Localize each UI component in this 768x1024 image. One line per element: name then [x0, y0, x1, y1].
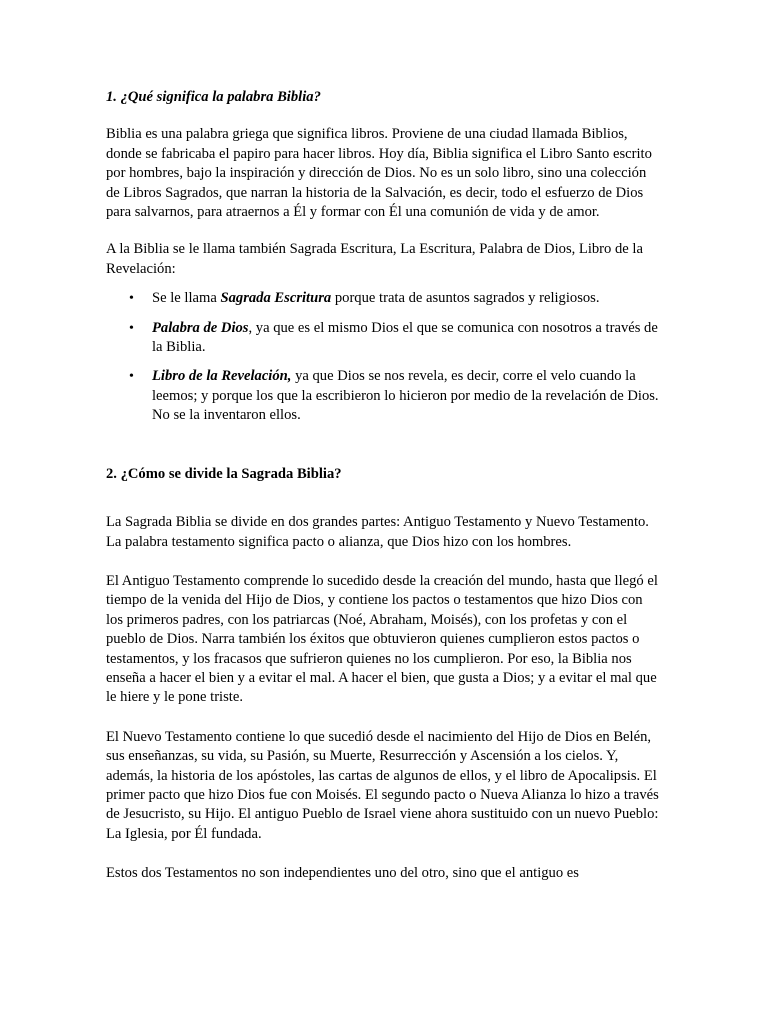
section2-heading: 2. ¿Cómo se divide la Sagrada Biblia?: [106, 465, 342, 482]
list-item-text: ya que Dios se nos revela, es decir, corre el velo cuando la leemos; y porque los que la escribieron lo hicieron por medio de la revelación de Dios. No se la inventaron ellos.: [152, 368, 659, 424]
list-item-text: Se le llama: [152, 290, 221, 307]
list-item: [129, 367, 662, 425]
section2-paragraph-3: El Nuevo Testamento contiene lo que sucedió desde el nacimiento del Hijo de Dios en Belén, sus enseñanzas, su vida, su Pasión, su Muerte, Resurrección y Ascensión a los cielos. Y, además, la historia de los apóstoles, las cartas de algunos de ellos, y el libro de Apocalipsis. El primer pacto que hizo Dios fue con Moisés. El segundo pacto o Nueva Alianza lo hizo a través de Jesucristo, su Hijo. El antiguo Pueblo de Israel viene ahora sustituido con un nuevo Pueblo: La Iglesia, por Él fundada.: [106, 728, 659, 842]
bullet-icon: •: [129, 320, 134, 336]
section1-paragraph-2: A la Biblia se le llama también Sagrada Escritura, La Escritura, Palabra de Dios, Libro de la Revelación:: [106, 241, 643, 277]
bullet-icon: •: [129, 369, 134, 385]
bullet-list: [106, 289, 662, 425]
list-item-term: Sagrada Escritura: [220, 290, 332, 307]
section2-paragraph-1: La Sagrada Biblia se divide en dos grandes partes: Antiguo Testamento y Nuevo Testamento. La palabra testamento significa pacto o alianza, que Dios hizo con los hombres.: [106, 514, 649, 550]
list-item-term: Libro de la Revelación,: [152, 368, 292, 385]
list-item-text: , ya que es el mismo Dios el que se comunica con nosotros a través de la Biblia.: [152, 319, 658, 356]
document-page: [106, 88, 662, 884]
list-item: [129, 289, 662, 308]
section1-paragraph-1: Biblia es una palabra griega que significa libros. Proviene de una ciudad llamada Biblios, donde se fabricaba el papiro para hacer libros. Hoy día, Biblia significa el Libro Santo escrito por hombres, bajo la inspiración y dirección de Dios. No es un solo libro, sino una colección de Libros Sagrados, que narran la historia de la Salvación, es decir, todo el esfuerzo de Dios para salvarnos, para atraernos a Él y formar con Él una comunión de vida y de amor.: [106, 126, 652, 221]
bullet-icon: •: [129, 291, 134, 307]
section2-paragraph-2: El Antiguo Testamento comprende lo sucedido desde la creación del mundo, hasta que llegó el tiempo de la venida del Hijo de Dios, y contiene los pactos o testamentos que hizo Dios con los primeros padres, con los patriarcas (Noé, Abraham, Moisés), con los profetas y con el pueblo de Dios. Narra también los éxitos que obtuvieron quienes cumplieron estos pactos o testamentos, y los fracasos que sufrieron quienes no los cumplieron. Por eso, la Biblia nos enseña a hacer el bien y a evitar el mal. A hacer el bien, que gusta a Dios; y a evitar el mal que le hiere y le pone triste.: [106, 572, 658, 706]
list-item-term: Palabra de Dios: [152, 319, 249, 336]
section2-paragraph-4: Estos dos Testamentos no son independientes uno del otro, sino que el antiguo es: [106, 865, 579, 882]
list-item-text: porque trata de asuntos sagrados y religiosos.: [331, 290, 600, 307]
list-item: [129, 319, 662, 358]
section1-heading: 1. ¿Qué significa la palabra Biblia?: [106, 89, 321, 105]
